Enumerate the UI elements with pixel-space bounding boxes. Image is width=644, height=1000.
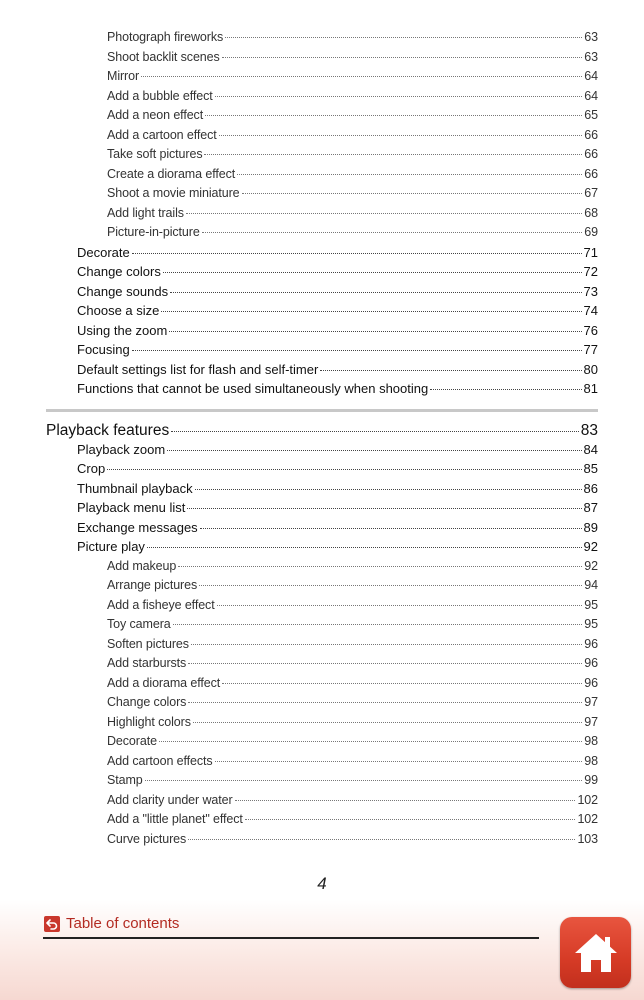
toc-entry-label: Exchange messages — [77, 519, 198, 535]
toc-entry[interactable] — [0, 654, 644, 674]
dot-leader — [178, 565, 582, 567]
toc-entry[interactable] — [0, 106, 644, 126]
dot-leader — [132, 349, 582, 351]
toc-entry-page: 98 — [584, 753, 598, 768]
toc-entry-label: Choose a size — [77, 303, 160, 318]
toc-entry-page: 102 — [577, 792, 598, 807]
home-icon — [572, 931, 620, 975]
toc-entry-label: Decorate — [107, 734, 157, 748]
dot-leader — [202, 231, 583, 233]
toc-entry-label: Picture-in-picture — [107, 225, 200, 239]
dot-leader — [147, 546, 582, 548]
toc-entry-page: 66 — [584, 147, 598, 161]
section-divider — [46, 409, 598, 412]
dot-leader — [222, 682, 582, 684]
toc-entry[interactable] — [0, 479, 644, 499]
toc-entry[interactable] — [0, 791, 644, 811]
toc-entry-label: Take soft pictures — [107, 147, 203, 161]
toc-entry[interactable] — [0, 145, 644, 165]
dot-leader — [187, 507, 581, 509]
toc-entry-page: 81 — [583, 381, 598, 396]
dot-leader — [237, 173, 582, 175]
toc-entry[interactable] — [0, 459, 644, 479]
toc-entry[interactable] — [0, 810, 644, 830]
toc-entry[interactable] — [0, 379, 644, 399]
toc-entry-page: 71 — [583, 244, 598, 260]
dot-leader — [141, 75, 582, 77]
toc-entry-label: Add starbursts — [107, 656, 187, 670]
toc-entry[interactable] — [0, 498, 644, 518]
toc-entry-page: 68 — [584, 205, 598, 220]
dot-leader — [219, 134, 583, 136]
toc-entry[interactable] — [0, 126, 644, 146]
toc-entry-page: 69 — [584, 225, 598, 239]
dot-leader — [171, 430, 579, 432]
toc-entry-page: 96 — [584, 636, 598, 651]
toc-entry-label: Change colors — [107, 695, 187, 709]
dot-leader — [163, 271, 582, 273]
toc-entry-label: Change colors — [77, 264, 161, 279]
toc-entry[interactable] — [0, 67, 644, 87]
dot-leader — [235, 799, 576, 801]
dot-leader — [145, 779, 583, 781]
toc-entry[interactable] — [0, 635, 644, 655]
toc-entry-label: Highlight colors — [107, 714, 191, 729]
toc-entry-page: 102 — [577, 812, 598, 826]
toc-entry-page: 96 — [584, 675, 598, 690]
dot-leader — [195, 488, 582, 490]
toc-entry-label: Functions that cannot be used simultaneously when shooting — [77, 381, 429, 396]
dot-leader — [161, 310, 581, 312]
toc-entry-label: Playback menu list — [77, 500, 186, 515]
dot-leader — [199, 584, 582, 586]
dot-leader — [188, 662, 582, 664]
dot-leader — [188, 838, 575, 840]
return-arrow-icon — [44, 916, 60, 932]
dot-leader — [222, 56, 583, 58]
toc-entry[interactable] — [0, 321, 644, 341]
dot-leader — [170, 291, 581, 293]
page-number: 4 — [317, 874, 327, 893]
toc-entry[interactable] — [0, 223, 644, 243]
dot-leader — [167, 449, 581, 451]
toc-entry[interactable] — [0, 340, 644, 360]
toc-entry-page: 89 — [583, 519, 598, 535]
toc-entry-label: Focusing — [77, 342, 130, 357]
toc-entry[interactable] — [0, 830, 644, 850]
toc-entry-label: Arrange pictures — [107, 578, 198, 592]
dot-leader — [132, 252, 582, 254]
toc-entry-page: 72 — [583, 264, 598, 279]
toc-entry-page: 76 — [583, 322, 598, 338]
dot-leader — [217, 604, 583, 606]
dot-leader — [205, 114, 582, 116]
toc-entry-label: Shoot backlit scenes — [107, 49, 220, 64]
toc-entry-page: 86 — [583, 480, 598, 496]
dot-leader — [191, 643, 582, 645]
dot-leader — [107, 468, 581, 470]
toc-entry-page: 83 — [580, 421, 598, 439]
toc-entry-label: Add a "little planet" effect — [107, 812, 243, 826]
toc-entry[interactable] — [0, 771, 644, 791]
toc-entry-label: Thumbnail playback — [77, 480, 193, 496]
table-of-contents-link[interactable] — [44, 915, 179, 932]
toc-entry-page: 92 — [583, 539, 598, 554]
toc-entry-label: Curve pictures — [107, 831, 187, 846]
toc-entry[interactable] — [0, 440, 644, 460]
toc-entry[interactable] — [0, 165, 644, 185]
dot-leader — [159, 740, 582, 742]
toc-entry[interactable] — [0, 557, 644, 577]
toc-entry-page: 84 — [583, 441, 598, 457]
toc-entry-label: Playback features — [46, 421, 170, 439]
toc-entry[interactable] — [0, 732, 644, 752]
toc-entry-page: 96 — [584, 656, 598, 670]
toc-entry[interactable] — [0, 537, 644, 557]
toc-entry-page: 95 — [584, 597, 598, 612]
dot-leader — [186, 212, 582, 214]
dot-leader — [173, 623, 583, 625]
toc-entry-label: Toy camera — [107, 617, 171, 631]
toc-entry-page: 64 — [584, 69, 598, 83]
toc-entry-page: 74 — [583, 303, 598, 318]
toc-entry[interactable] — [0, 674, 644, 694]
toc-entry[interactable] — [0, 243, 644, 263]
toc-entry-page: 80 — [583, 361, 598, 377]
toc-entry-label: Add makeup — [107, 558, 177, 573]
toc-entry-label: Add a fisheye effect — [107, 597, 215, 612]
toc-entry-page: 73 — [583, 283, 598, 299]
toc-entry-page: 63 — [584, 30, 598, 44]
toc-entry-label: Change sounds — [77, 283, 169, 299]
dot-leader — [242, 192, 583, 194]
toc-entry[interactable] — [0, 87, 644, 107]
dot-leader — [188, 701, 582, 703]
toc-entry-page: 67 — [584, 186, 598, 200]
toc-entry-page: 63 — [584, 49, 598, 64]
toc-entry-label: Add cartoon effects — [107, 753, 213, 768]
toc-entry[interactable] — [0, 615, 644, 635]
toc-entry[interactable] — [0, 262, 644, 282]
toc-entry-label: Soften pictures — [107, 636, 189, 651]
toc-entry[interactable] — [0, 752, 644, 772]
toc-entry-label: Add a bubble effect — [107, 88, 213, 103]
toc-entry-label: Default settings list for flash and self-timer — [77, 361, 319, 377]
toc-entry-page: 103 — [577, 831, 598, 846]
dot-leader — [215, 95, 583, 97]
toc-entry[interactable] — [0, 576, 644, 596]
toc-entry-label: Add a cartoon effect — [107, 127, 217, 142]
footer-rule — [43, 937, 539, 939]
toc-entry-page: 87 — [583, 500, 598, 515]
toc-entry[interactable] — [0, 28, 644, 48]
home-button[interactable] — [560, 917, 631, 988]
toc-entry[interactable] — [0, 184, 644, 204]
toc-entry-label: Add a neon effect — [107, 108, 204, 122]
toc-entry-label: Create a diorama effect — [107, 166, 236, 181]
dot-leader — [200, 527, 582, 529]
dot-leader — [225, 36, 582, 38]
toc-entry[interactable] — [0, 282, 644, 302]
toc-entry-page: 98 — [584, 734, 598, 748]
toc-entry-label: Mirror — [107, 69, 140, 83]
toc-entry-label: Crop — [77, 461, 106, 476]
toc-entry-page: 85 — [583, 461, 598, 476]
toc-entry-label: Shoot a movie miniature — [107, 186, 240, 200]
toc-entry-page: 66 — [584, 166, 598, 181]
toc-entry-page: 92 — [584, 558, 598, 573]
toc-entry-page: 97 — [584, 714, 598, 729]
toc-entry[interactable] — [0, 693, 644, 713]
toc-entry[interactable] — [0, 204, 644, 224]
toc-entry-label: Picture play — [77, 539, 145, 554]
toc-entry-label: Add light trails — [107, 205, 184, 220]
toc-entry-label: Add a diorama effect — [107, 675, 221, 690]
toc-entry-page: 77 — [583, 342, 598, 357]
toc-entry[interactable] — [0, 360, 644, 380]
toc-entry-label: Stamp — [107, 773, 143, 787]
toc-entry-label: Using the zoom — [77, 322, 168, 338]
toc-entry[interactable] — [0, 518, 644, 538]
dot-leader — [430, 388, 581, 390]
toc-entry-label: Decorate — [77, 244, 130, 260]
toc-entry-page: 65 — [584, 108, 598, 122]
dot-leader — [245, 818, 576, 820]
dot-leader — [320, 369, 581, 371]
toc-entry-label: Playback zoom — [77, 441, 166, 457]
dot-leader — [169, 330, 581, 332]
dot-leader — [204, 153, 582, 155]
toc-entry[interactable] — [0, 420, 644, 442]
toc-entry[interactable] — [0, 596, 644, 616]
toc-entry-page: 97 — [584, 695, 598, 709]
toc-entry[interactable] — [0, 48, 644, 68]
toc-entry-page: 94 — [584, 578, 598, 592]
toc-entry-page: 99 — [584, 773, 598, 787]
dot-leader — [215, 760, 583, 762]
toc-entry-page: 64 — [584, 88, 598, 103]
table-of-contents-link-label: Table of contents — [66, 915, 180, 932]
toc-entry-page: 66 — [584, 127, 598, 142]
toc-entry-page: 95 — [584, 617, 598, 631]
toc-entry[interactable] — [0, 713, 644, 733]
dot-leader — [193, 721, 582, 723]
toc-entry[interactable] — [0, 301, 644, 321]
toc-entry-label: Add clarity under water — [107, 792, 233, 807]
toc-entry-label: Photograph fireworks — [107, 30, 224, 44]
